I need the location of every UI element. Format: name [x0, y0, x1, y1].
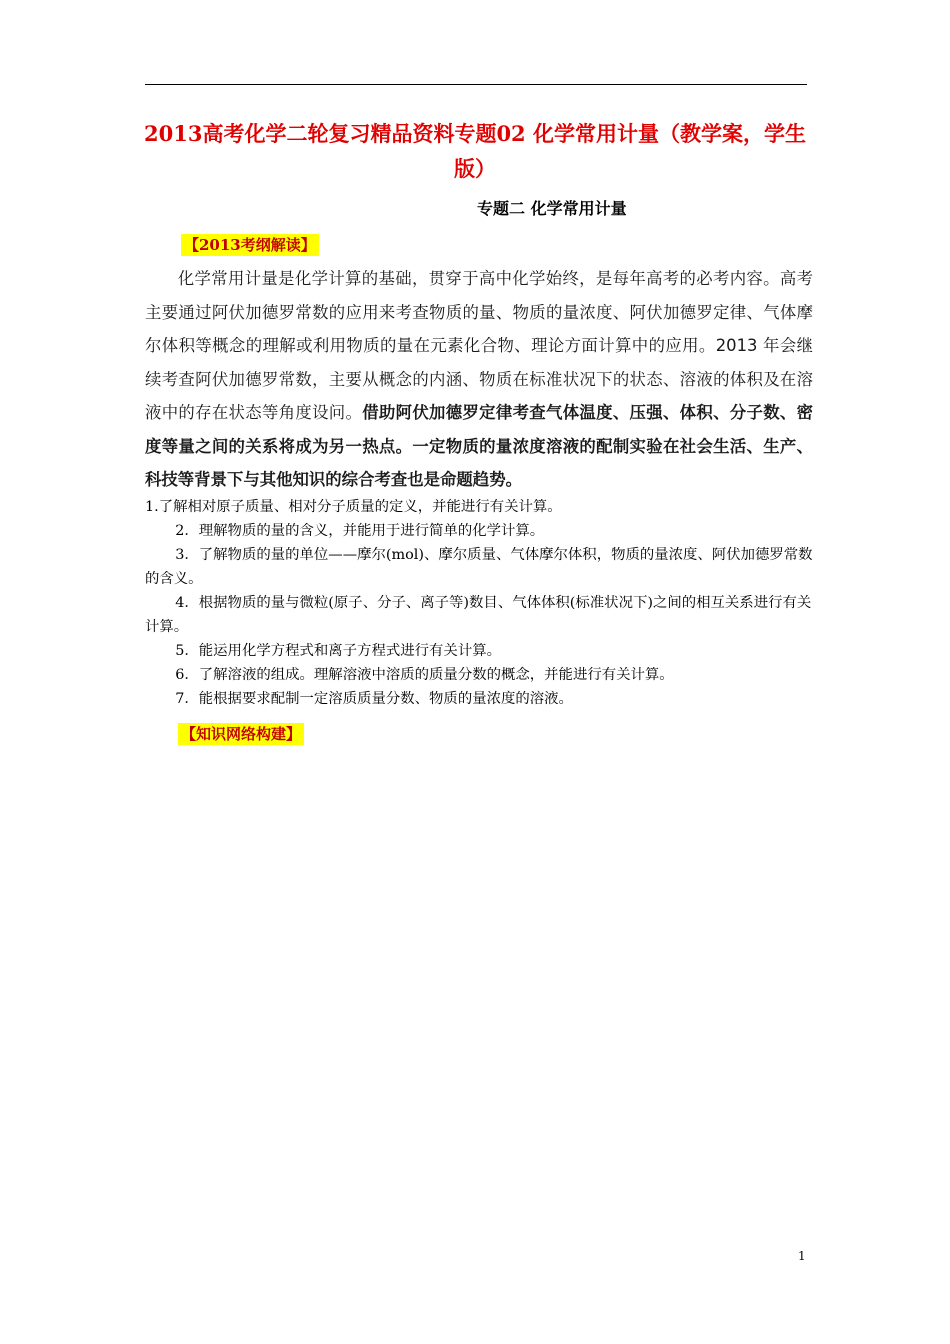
- objectives-list: [145, 495, 813, 711]
- objective-item: 5．能运用化学方程式和离子方程式进行有关计算。: [175, 643, 501, 659]
- objective-item: 3．了解物质的量的单位——摩尔(mol)、摩尔质量、气体摩尔体积，物质的量浓度、阿伏加德罗常数的含义。: [145, 547, 813, 587]
- section-label-exam-outline: 【2013考纲解读】: [181, 234, 319, 256]
- topic-subtitle: 专题二 化学常用计量: [477, 199, 627, 218]
- objective-item: 6．了解溶液的组成。理解溶液中溶质的质量分数的概念，并能进行有关计算。: [175, 667, 674, 683]
- intro-text-part2: 借助阿伏加德罗定律考查气体温度、压强、体积、分子数、密度等量之间的关系将成为另一热点。一定物质的量浓度溶液的配制实验在社会生活、生产、科技等背景下与其他知识的综合考查也是命题趋势。: [145, 403, 813, 489]
- page-number: 1: [798, 1249, 806, 1263]
- exam-outline-paragraph: [145, 262, 813, 497]
- intro-text-part1: 化学常用计量是化学计算的基础，贯穿于高中化学始终，是每年高考的必考内容。高考主要通过阿伏加德罗常数的应用来考查物质的量、物质的量浓度、阿伏加德罗定律、气体摩尔体积等概念的理解或利用物质的量在元素化合物、理论方面计算中的应用。2013 年会继续考查阿伏加德罗常数，主要从概念的内涵、物质在标准状况下的状态、溶液的体积及在溶液中的存在状态等角度设问。: [145, 269, 813, 422]
- objective-item: 7．能根据要求配制一定溶质质量分数、物质的量浓度的溶液。: [175, 691, 573, 707]
- objective-item: 2．理解物质的量的含义，并能用于进行简单的化学计算。: [175, 523, 545, 539]
- objective-item: 1.了解相对原子质量、相对分子质量的定义，并能进行有关计算。: [145, 499, 562, 515]
- header-rule: [145, 84, 807, 85]
- section-label-knowledge-network: 【知识网络构建】: [178, 723, 304, 745]
- document-title: 2013高考化学二轮复习精品资料专题02 化学常用计量（教学案，学生版）: [144, 121, 806, 181]
- objective-item: 4．根据物质的量与微粒(原子、分子、离子等)数目、气体体积(标准状况下)之间的相互关系进行有关计算。: [145, 595, 812, 635]
